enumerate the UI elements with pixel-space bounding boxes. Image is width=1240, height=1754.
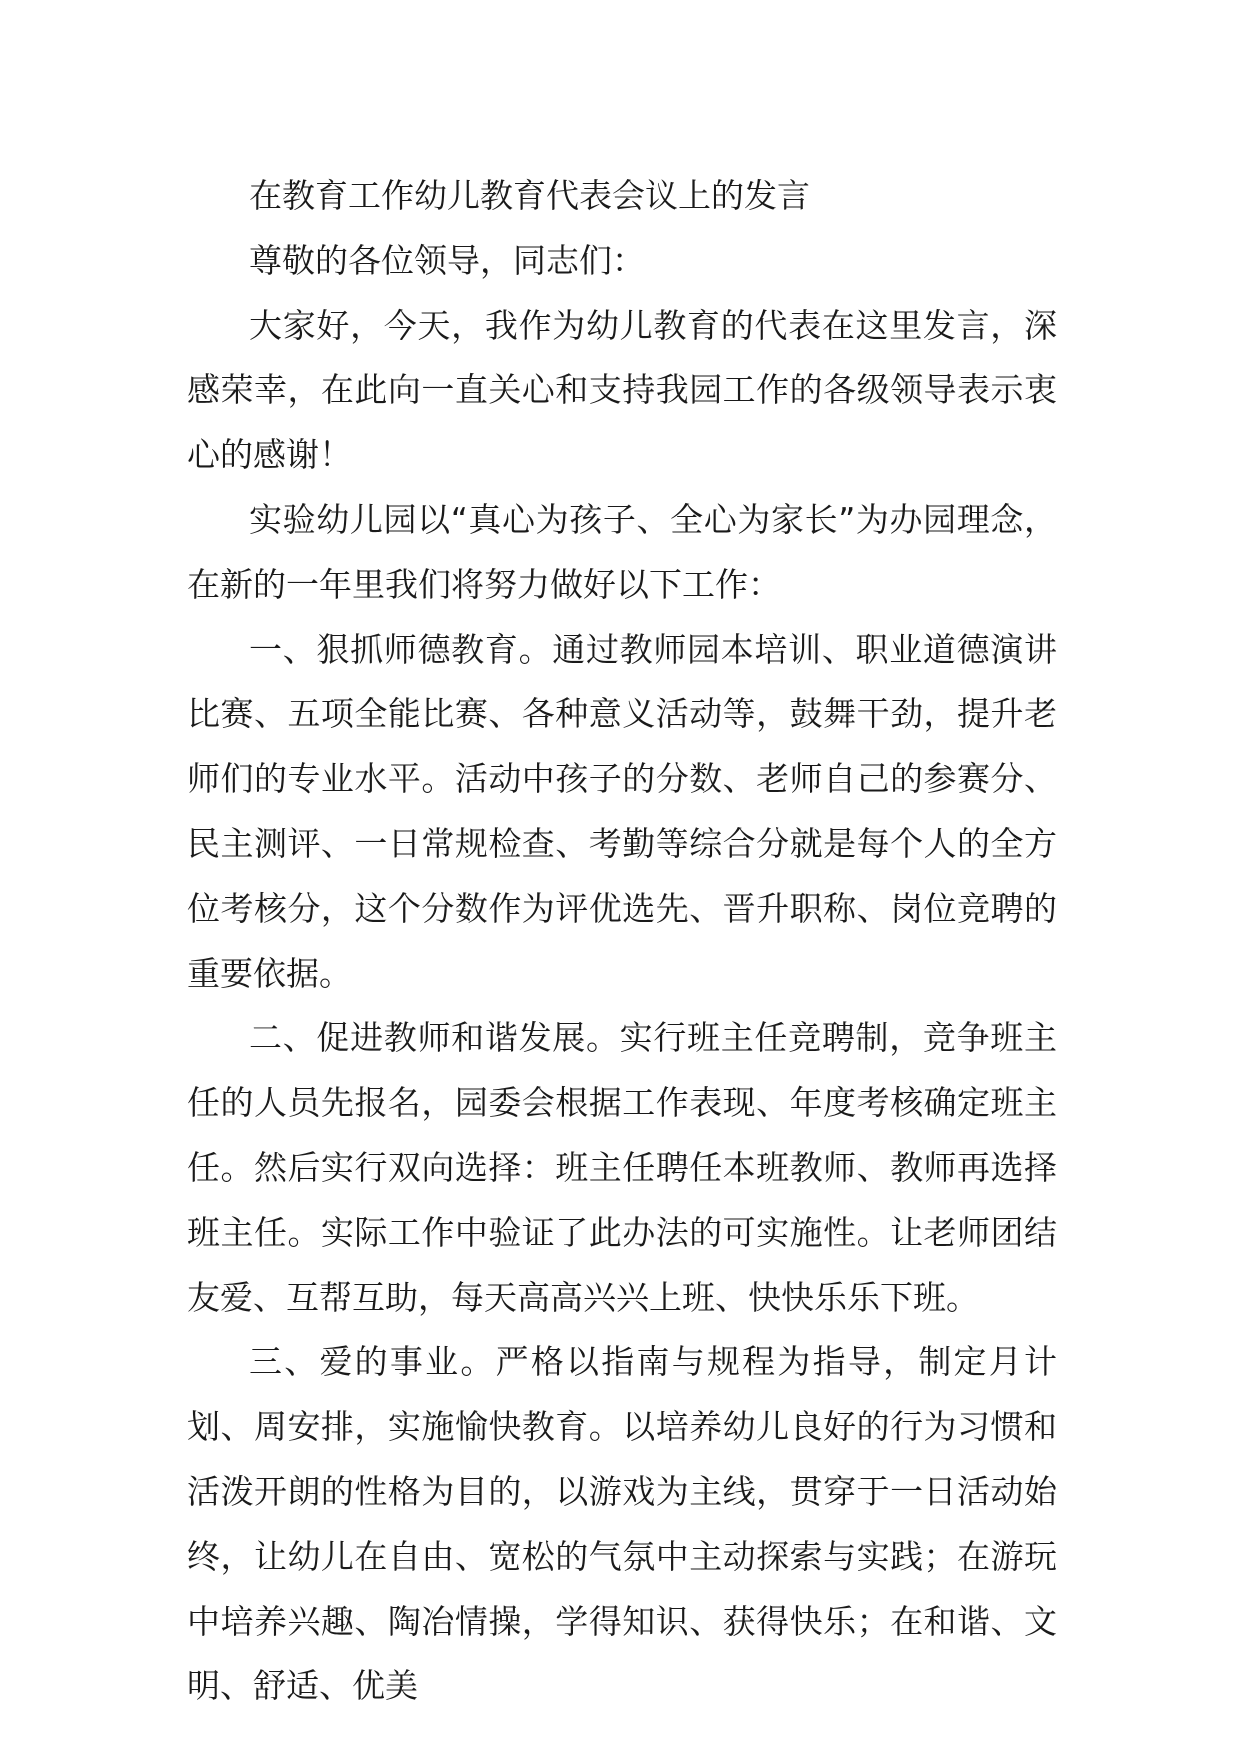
document-title: 在教育工作幼儿教育代表会议上的发言 (249, 176, 810, 215)
paragraph-philosophy: 实验幼儿园以“真心为孩子、全心为家长”为办园理念，在新的一年里我们将努力做好以下工作： (187, 499, 1057, 604)
paragraph-section-3: 三、爱的事业。严格以指南与规程为指导，制定月计划、周安排，实施愉快教育。以培养幼儿良好的行为习惯和活泼开朗的性格为目的，以游戏为主线，贯穿于一日活动始终，让幼儿在自由、宽松的气氛中主动探索与实践；在游玩中培养兴趣、陶冶情操，学得知识、获得快乐；在和谐、文明、舒适、优美 (187, 1342, 1057, 1706)
document-body (187, 164, 1057, 1719)
paragraph-section-2: 二、促进教师和谐发展。实行班主任竞聘制，竞争班主任的人员先报名，园委会根据工作表现、年度考核确定班主任。然后实行双向选择：班主任聘任本班教师、教师再选择班主任。实际工作中验证了此办法的可实施性。让老师团结友爱、互帮互助，每天高高兴兴上班、快快乐乐下班。 (187, 1018, 1057, 1317)
paragraph-greeting: 大家好，今天，我作为幼儿教育的代表在这里发言，深感荣幸，在此向一直关心和支持我园工作的各级领导表示衷心的感谢！ (187, 305, 1057, 475)
paragraph-section-1: 一、狠抓师德教育。通过教师园本培训、职业道德演讲比赛、五项全能比赛、各种意义活动等，鼓舞干劲，提升老师们的专业水平。活动中孩子的分数、老师自己的参赛分、民主测评、一日常规检查、考勤等综合分就是每个人的全方位考核分，这个分数作为评优选先、晋升职称、岗位竞聘的重要依据。 (187, 629, 1057, 993)
salutation: 尊敬的各位领导，同志们： (249, 240, 645, 280)
